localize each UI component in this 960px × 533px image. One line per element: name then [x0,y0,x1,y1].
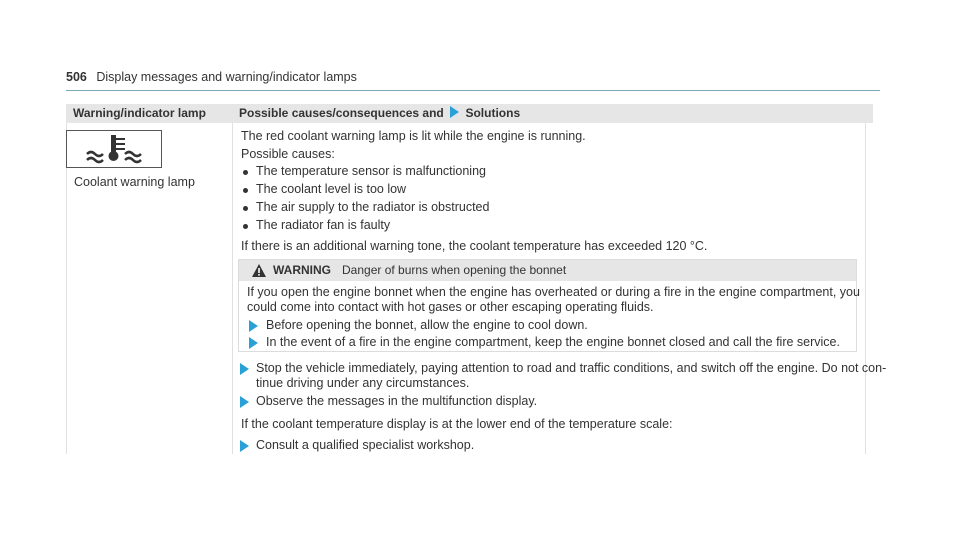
warning-step: In the event of a fire in the engine compartment, keep the engine bonnet closed and call the fire service. [266,335,840,349]
bullet-icon [243,170,248,175]
col2-header-solutions: Solutions [465,106,521,120]
warning-step: Before opening the bonnet, allow the engine to cool down. [266,318,588,332]
warning-body-line: If you open the engine bonnet when the engine has overheated or during a fire in the engine compartment, you [247,285,860,299]
bullet-icon [243,224,248,229]
warning-header [239,260,856,281]
header-rule [66,90,880,91]
lamp-label: Coolant warning lamp [74,175,195,189]
table-right-border [865,123,866,454]
lower-end-text: If the coolant temperature display is at the lower end of the temperature scale: [241,417,673,431]
table-column-divider [232,123,233,454]
col1-header: Warning/indicator lamp [66,104,233,123]
coolant-temperature-icon [67,131,161,167]
header-title: Display messages and warning/indicator lamps [96,70,357,84]
action-step: Observe the messages in the multifunction display. [256,394,538,408]
table-left-border [66,123,67,454]
additional-tone-text: If there is an additional warning tone, the coolant temperature has exceeded 120 °C. [241,239,708,253]
warning-subtitle: Danger of burns when opening the bonnet [342,263,567,277]
action-step: Consult a qualified specialist workshop. [256,438,475,452]
coolant-lamp-symbol [66,130,162,168]
action-step-line: tinue driving under any circumstances. [256,376,470,390]
step-arrow-icon [240,363,249,375]
intro-text: The red coolant warning lamp is lit while the engine is running. [241,129,586,143]
step-arrow-icon [249,320,258,332]
warning-triangle-icon [251,263,267,278]
solutions-arrow-icon [450,106,459,118]
warning-title: WARNING [273,263,331,277]
causes-heading: Possible causes: [241,147,335,161]
cause-item: The radiator fan is faulty [256,218,391,232]
step-arrow-icon [240,440,249,452]
step-arrow-icon [240,396,249,408]
bullet-icon [243,206,248,211]
step-arrow-icon [249,337,258,349]
col2-header [232,104,873,123]
warning-body-line: could come into contact with hot gases or other escaping operating fluids. [247,300,654,314]
cause-item: The temperature sensor is malfunctioning [256,164,486,178]
page-header [66,70,357,84]
page-number: 506 [66,70,87,84]
bullet-icon [243,188,248,193]
cause-item: The coolant level is too low [256,182,407,196]
cause-item: The air supply to the radiator is obstructed [256,200,490,214]
col2-header-text: Possible causes/consequences and [239,106,444,120]
warning-box [238,259,860,352]
action-step-line: Stop the vehicle immediately, paying attention to road and traffic conditions, and switch off the engine. Do not con- [256,361,887,375]
